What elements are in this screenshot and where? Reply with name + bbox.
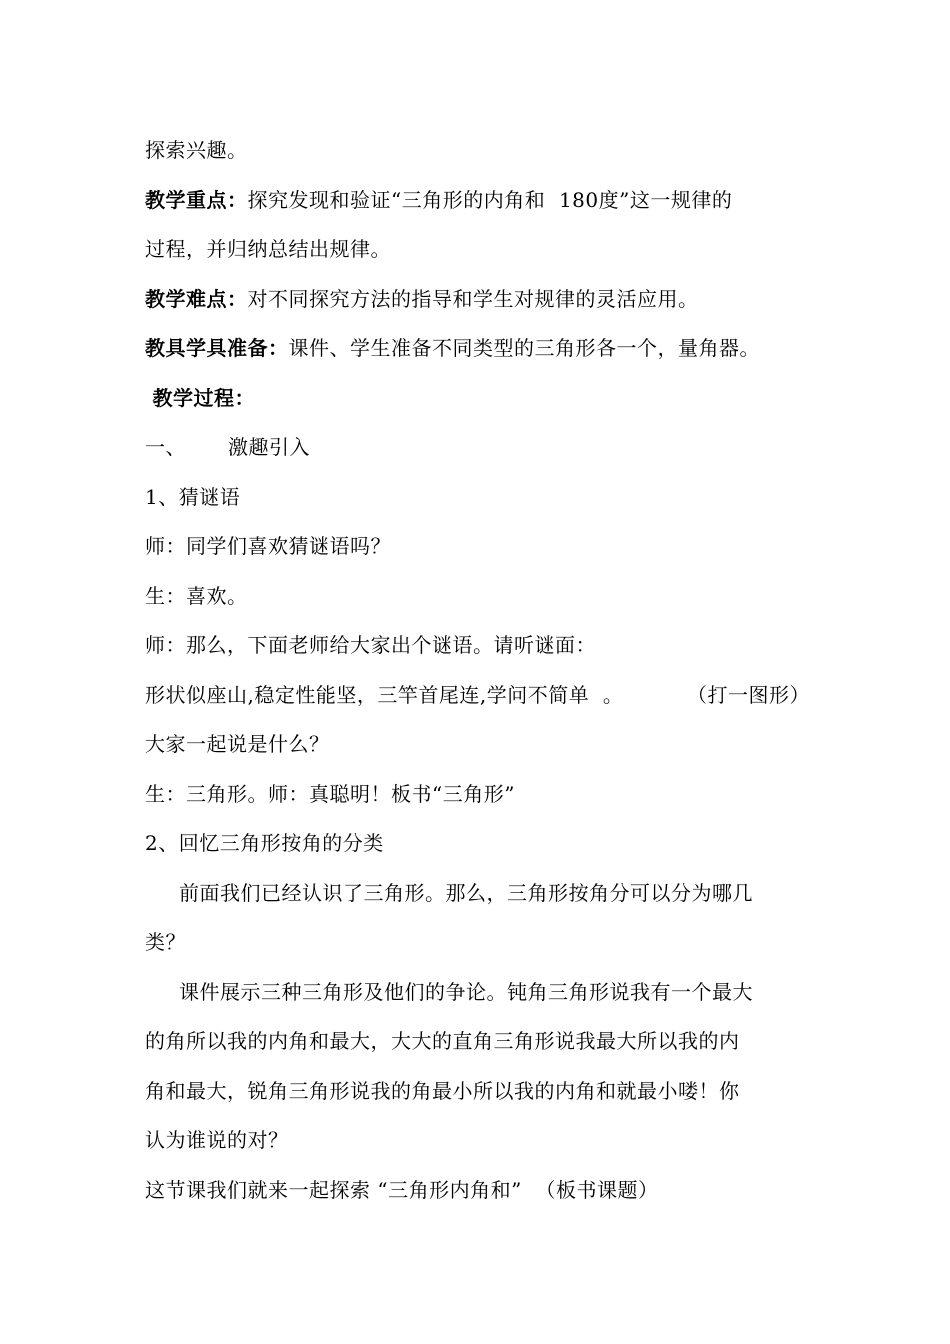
line-text: 生：三角形。师：真聪明！板书“三角形” bbox=[145, 781, 515, 806]
line-text: 师：同学们喜欢猜谜语吗？ bbox=[145, 534, 391, 558]
key-point-text: 探究发现和验证“三角形的内角和 180度”这一规律的 bbox=[247, 187, 733, 212]
paragraph-line bbox=[145, 1017, 810, 1067]
document-page bbox=[145, 126, 810, 1215]
text-line bbox=[145, 720, 810, 770]
paragraph-line bbox=[145, 968, 810, 1018]
section-number: 一、 bbox=[145, 435, 186, 459]
text-line bbox=[145, 621, 810, 671]
line-text: 的角所以我的内角和最大，大大的直角三角形说我最大所以我的内 bbox=[145, 1029, 740, 1053]
line-text: 前面我们已经认识了三角形。那么，三角形按角分可以分为哪几 bbox=[179, 880, 753, 905]
line-text: 过程，并归纳总结出规律。 bbox=[145, 237, 391, 261]
difficulty-label: 教学难点： bbox=[145, 286, 248, 311]
line-text: 认为谁说的对？ bbox=[145, 1128, 289, 1152]
paragraph-line bbox=[145, 869, 810, 919]
closing-line bbox=[145, 1166, 810, 1216]
line-text: 这节课我们就来一起探索 “三角形内角和” （板书课题） bbox=[145, 1177, 659, 1202]
materials-line bbox=[145, 324, 810, 374]
line-text: 生：喜欢。 bbox=[145, 583, 248, 608]
text-line bbox=[145, 572, 810, 622]
process-heading: 教学过程： bbox=[145, 385, 255, 410]
section-title: 激趣引入 bbox=[228, 435, 310, 459]
line-text: 2、回忆三角形按角的分类 bbox=[145, 831, 384, 855]
difficulty-line bbox=[145, 275, 810, 325]
riddle-text: 形状似座山,稳定性能坚，三竿首尾连,学问不简单 。 bbox=[145, 682, 624, 707]
text-line bbox=[145, 522, 810, 572]
line-text: 大家一起说是什么？ bbox=[145, 732, 330, 756]
section-heading-line bbox=[145, 423, 810, 473]
text-line bbox=[145, 473, 810, 523]
text-line bbox=[145, 819, 810, 869]
paragraph-line bbox=[145, 918, 810, 968]
process-heading-line bbox=[145, 374, 810, 424]
key-point-label: 教学重点： bbox=[145, 187, 248, 212]
line-text: 师：那么，下面老师给大家出个谜语。请听谜面： bbox=[145, 633, 596, 657]
key-point-line bbox=[145, 176, 810, 226]
paragraph-line bbox=[145, 1116, 810, 1166]
line-text: 1、猜谜语 bbox=[145, 484, 241, 509]
text-line bbox=[145, 225, 810, 275]
materials-label: 教具学具准备： bbox=[145, 336, 289, 360]
riddle-hint: （打一图形） bbox=[687, 682, 810, 707]
line-text: 类？ bbox=[145, 930, 186, 954]
text-line bbox=[145, 770, 810, 820]
line-text: 角和最大，锐角三角形说我的角最小所以我的内角和就最小喽！你 bbox=[145, 1078, 740, 1103]
riddle-line bbox=[145, 671, 810, 721]
paragraph-line bbox=[145, 1067, 810, 1117]
line-text: 探索兴趣。 bbox=[145, 138, 248, 162]
difficulty-text: 对不同探究方法的指导和学生对规律的灵活应用。 bbox=[247, 286, 699, 311]
line-text: 课件展示三种三角形及他们的争论。钝角三角形说我有一个最大 bbox=[179, 979, 753, 1004]
materials-text: 课件、学生准备不同类型的三角形各一个，量角器。 bbox=[288, 336, 760, 360]
text-line bbox=[145, 126, 810, 176]
